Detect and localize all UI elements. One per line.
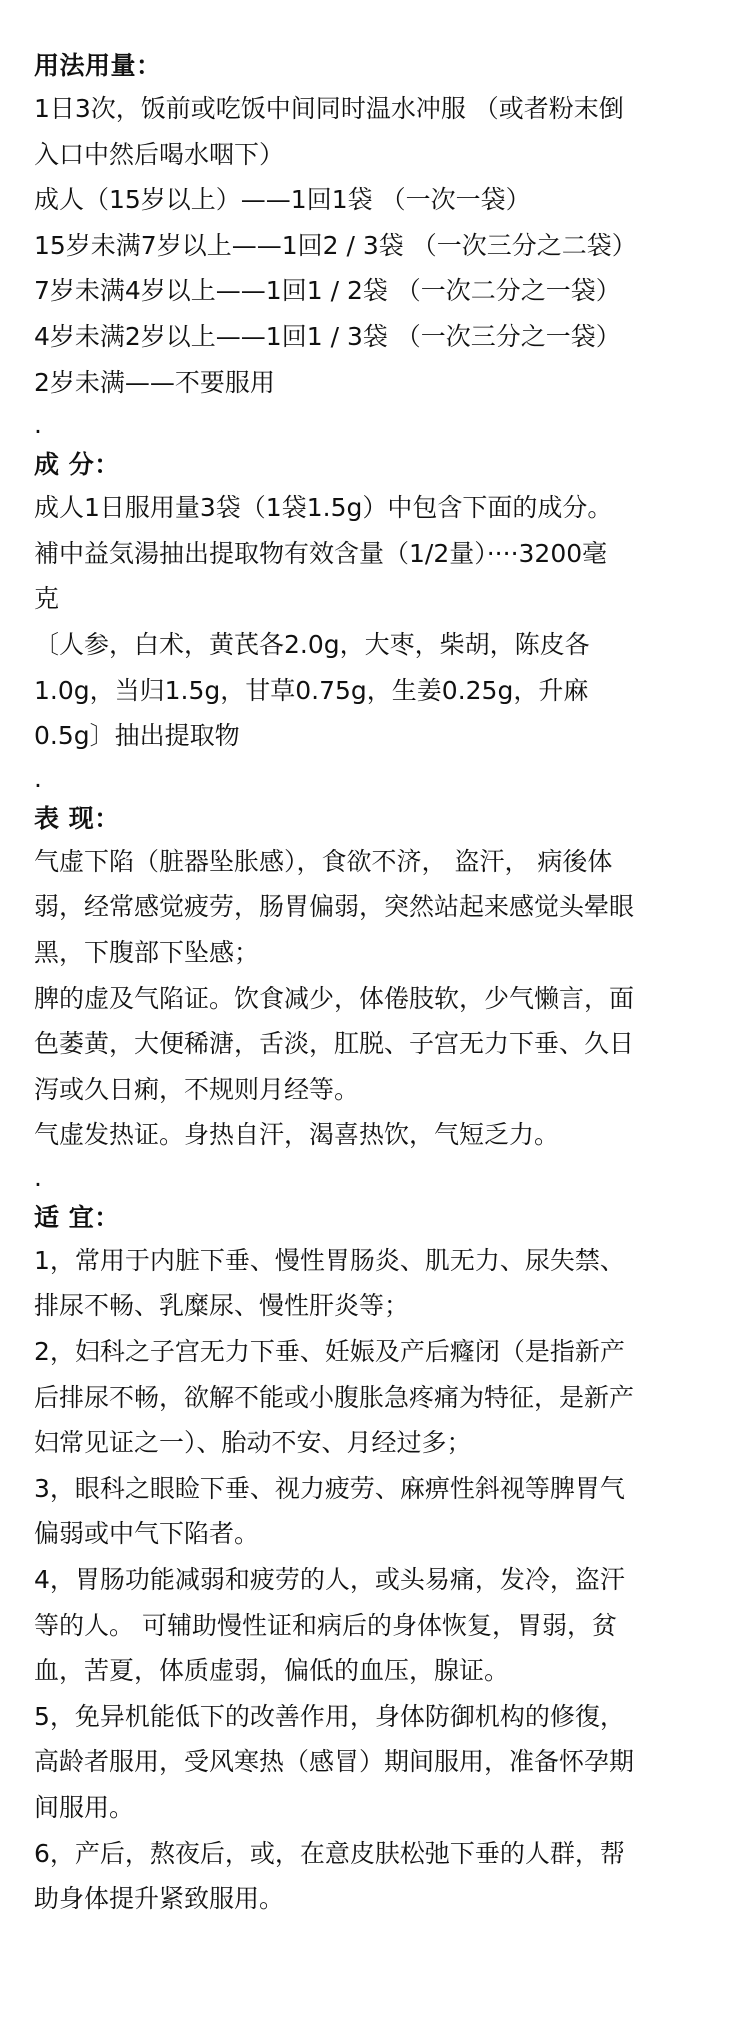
- text-line: 后排尿不畅，欲解不能或小腹胀急疼痛为特征，是新产: [34, 1382, 635, 1412]
- text-line: 泻或久日痢，不规则月经等。: [34, 1074, 360, 1104]
- text-line: 色萎黄，大便稀溏，舌淡，肛脱、子宫无力下垂、久日: [34, 1029, 635, 1059]
- text-line: 助身体提升紧致服用。: [34, 1884, 285, 1914]
- section: [34, 799, 716, 1198]
- text-line: 〔人参，白术，黄芪各2.0g，大枣，柴胡，陈皮各: [34, 629, 590, 659]
- section: [34, 1198, 716, 1922]
- section-separator: .: [34, 1162, 42, 1192]
- section: [34, 445, 716, 799]
- text-line: 气虚下陷（脏器坠胀感），食欲不济， 盗汗， 病後体: [34, 846, 613, 876]
- section-separator: .: [34, 410, 42, 440]
- section-heading: 成 分：: [34, 450, 120, 480]
- text-line: 4，胃肠功能减弱和疲劳的人，或头易痛，发冷，盗汗: [34, 1565, 625, 1595]
- text-line: 補中益気湯抽出提取物有效含量（1/2量）····3200毫: [34, 538, 608, 568]
- text-line: 间服用。: [34, 1793, 135, 1822]
- section: [34, 46, 716, 445]
- section-heading: 适 宜：: [34, 1202, 120, 1232]
- text-line: 入口中然后喝水咽下）: [34, 139, 285, 169]
- text-line: 2岁未满——不要服用: [34, 367, 275, 397]
- text-line: 血，苦夏，体质虚弱，偏低的血压，腺证。: [34, 1656, 510, 1686]
- text-line: 6，产后，熬夜后，或，在意皮肤松弛下垂的人群，帮: [34, 1838, 625, 1868]
- text-line: 15岁未满7岁以上——1回2 / 3袋 （一次三分之二袋）: [34, 230, 637, 260]
- text-line: 5，免异机能低下的改善作用，身体防御机构的修復，: [34, 1701, 625, 1731]
- text-line: 黑，下腹部下坠感；: [34, 937, 260, 967]
- text-line: 1.0g，当归1.5g，甘草0.75g，生姜0.25g，升麻: [34, 675, 589, 705]
- text-line: 排尿不畅、乳糜尿、慢性肝炎等；: [34, 1291, 410, 1321]
- text-line: 克: [34, 584, 60, 614]
- document-body: [34, 46, 716, 1922]
- text-line: 成人（15岁以上）——1回1袋 （一次一袋）: [34, 185, 531, 215]
- text-line: 高龄者服用，受风寒热（感冒）期间服用，准备怀孕期: [34, 1747, 635, 1777]
- text-line: 气虚发热证。身热自汗，渴喜热饮，气短乏力。: [34, 1120, 560, 1150]
- text-line: 弱，经常感觉疲劳，肠胃偏弱，突然站起来感觉头晕眼: [34, 892, 635, 922]
- text-line: 成人1日服用量3袋（1袋1.5g）中包含下面的成分。: [34, 493, 613, 523]
- text-line: 等的人。 可辅助慢性证和病后的身体恢复，胃弱，贫: [34, 1610, 617, 1640]
- text-line: 2，妇科之子宫无力下垂、妊娠及产后癃闭（是指新产: [34, 1337, 625, 1367]
- text-line: 7岁未满4岁以上——1回1 / 2袋 （一次二分之一袋）: [34, 276, 621, 306]
- text-line: 4岁未满2岁以上——1回1 / 3袋 （一次三分之一袋）: [34, 321, 621, 351]
- text-line: 1日3次，饭前或吃饭中间同时温水冲服 （或者粉末倒: [34, 94, 624, 123]
- text-line: 脾的虚及气陷证。饮食减少，体倦肢软，少气懒言，面: [34, 983, 635, 1013]
- text-line: 妇常见证之一）、胎动不安、月经过多；: [34, 1428, 472, 1458]
- section-heading: 用法用量：: [34, 51, 162, 80]
- text-line: 1，常用于内脏下垂、慢性胃肠炎、肌无力、尿失禁、: [34, 1245, 625, 1275]
- section-separator: .: [34, 763, 42, 793]
- text-line: 0.5g〕抽出提取物: [34, 721, 240, 751]
- text-line: 偏弱或中气下陷者。: [34, 1519, 260, 1549]
- section-heading: 表 现：: [34, 803, 120, 833]
- text-line: 3，眼科之眼睑下垂、视力疲劳、麻痹性斜视等脾胃气: [34, 1473, 625, 1503]
